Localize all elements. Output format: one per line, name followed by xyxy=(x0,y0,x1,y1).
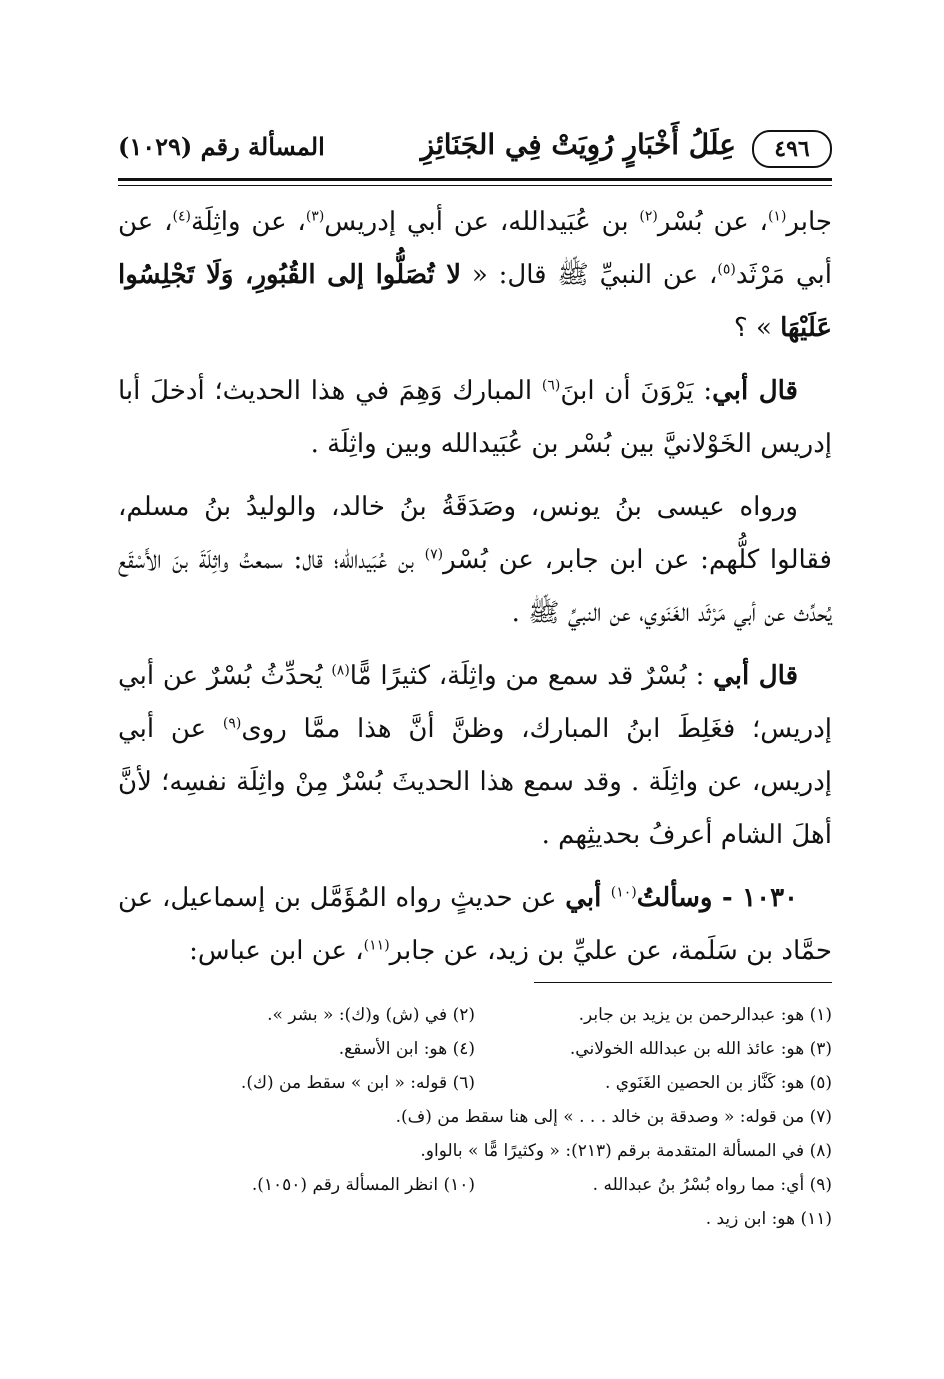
footnote-11: (١١) هو: ابن زيد . xyxy=(705,1209,832,1229)
footnote-3: (٣) هو: عائذ الله بن عبدالله الخولاني. xyxy=(569,1039,832,1059)
header-rule-thin xyxy=(118,185,832,186)
footnote-ref[interactable]: (١٠) xyxy=(610,884,637,901)
running-title: عِلَلُ أَخْبَارٍ رُوِيَتْ فِي الجَنَائِزِ xyxy=(420,128,736,161)
footnote-ref[interactable]: (٢) xyxy=(639,208,658,225)
footnote-ref[interactable]: (٤) xyxy=(172,208,191,225)
footnote-ref[interactable]: (١١) xyxy=(363,937,390,954)
hadith-quote: لا تُصَلُّوا إلى القُبُورِ، وَلَا تَجْلِسُوا عَلَيْهَا xyxy=(118,260,832,343)
footnote-ref[interactable]: (٦) xyxy=(541,377,561,394)
footnote-7: (٧) من قوله: « وصدقة بن خالد . . . » إلى هنا سقط من (ف). xyxy=(395,1107,832,1127)
footnote-ref[interactable]: (٧) xyxy=(424,546,444,563)
footnote-8: (٨) في المسألة المتقدمة برقم (٢١٣): « وكثيرًا مًّا » بالواو. xyxy=(420,1141,832,1161)
paragraph-chain: جابر$^{(١)}$، عن بُسْر$^{(٢)}$ بن عُبَيدالله، عن أبي إدريس$^{(٣)}$، عن واثِلَة$^{(٤)}$، عن أبي مَرْثَد$^{(٥)}$، عن النبيِّ ﷺ قال: « لا تُصَلُّوا إلى القُبُورِ، وَلَا تَجْلِسُوا عَلَيْهَا » ؟ xyxy=(118,207,832,343)
footnote-ref[interactable]: (٣) xyxy=(305,208,325,225)
paragraph-abu-hatim-1: قال أبي: يَرْوَنَ أن ابنَ$^{(٦)}$ المبارك وَهِمَ في هذا الحديث؛ أدخلَ أبا إدريس الخَوْلانيَّ بين بُسْر بن عُبَيدالله وبين واثِلَة . xyxy=(118,376,832,459)
page-number: ٤٩٦ xyxy=(752,130,832,168)
footnote-10: (١٠) انظر المسألة رقم (١٠٥٠). xyxy=(251,1175,475,1195)
footnote-ref[interactable]: (٥) xyxy=(717,261,736,278)
paragraph-abu-hatim-2: قال أبي : بُسْرٌ قد سمع من واثِلَة، كثيرًا مًّا$^{(٨)}$ يُحدِّثُ بُسْرٌ عن أبي إدريس؛ فغَلِطَ ابنُ المبارك، وظنَّ أنَّ هذا ممَّا روى$^{(٩)}$ عن أبي إدريس، عن واثِلَة . وقد سمع هذا الحديثَ بُسْرٌ مِنْ واثِلَة نفسِه؛ لأنَّ أهلَ الشام أعرفُ بحديثِهم . xyxy=(118,661,832,850)
footnote-9: (٩) أي: مما رواه بُسْرُ بنُ عبدالله . xyxy=(592,1175,832,1195)
header-rule-thick xyxy=(118,178,832,181)
footnote-5: (٥) هو: كَنَّاز بن الحصين الغَنَوي . xyxy=(604,1073,832,1093)
issue-number-label: المسألة رقم (١٠٢٩) xyxy=(118,132,325,161)
footnote-1: (١) هو: عبدالرحمن بن يزيد بن جابر. xyxy=(578,1005,832,1025)
speaker-label: قال أبي xyxy=(713,661,799,691)
footnote-6: (٦) قوله: « ابن » سقط من (ك). xyxy=(240,1073,475,1093)
footnote-separator xyxy=(534,982,832,983)
footnote-ref[interactable]: (١) xyxy=(767,208,787,225)
speaker-label: قال أبي xyxy=(712,376,798,406)
footnote-2: (٢) في (ش) و(ك): « بشر ». xyxy=(267,1005,475,1025)
paragraph-question-1030: ١٠٣٠ - وسألتُ$^{(١٠)}$ أبي عن حديثٍ رواه المُؤَمَّل بن إسماعيل، عن حمَّاد بن سَلَمة، عن عليِّ بن زيد، عن جابر$^{(١١)}$، عن ابن عباس: xyxy=(118,883,832,966)
main-text xyxy=(118,196,832,988)
page-header xyxy=(118,124,832,174)
issue-number: ١٠٣٠ - وسألتُ xyxy=(636,883,798,913)
footnote-ref[interactable]: (٩) xyxy=(222,715,242,732)
footnote-ref[interactable]: (٨) xyxy=(331,662,350,679)
footnotes xyxy=(118,998,832,1236)
footnote-4: (٤) هو: ابن الأسقع. xyxy=(338,1039,475,1059)
paragraph-narrations: ورواه عيسى بنُ يونس، وصَدَقَةُ بنُ خالد، والوليدُ بنُ مسلم، فقالوا كلُّهم: عن ابن جابر، عن بُسْر$^{(٧)}$ بن عُبَيدالله؛ قال: سمعتُ واثِلَةَ بنَ الأَسْقَع يُحدِّث عن أبي مَرْثَد الغَنَوي، عن النبيِّ ﷺ . xyxy=(118,492,832,628)
